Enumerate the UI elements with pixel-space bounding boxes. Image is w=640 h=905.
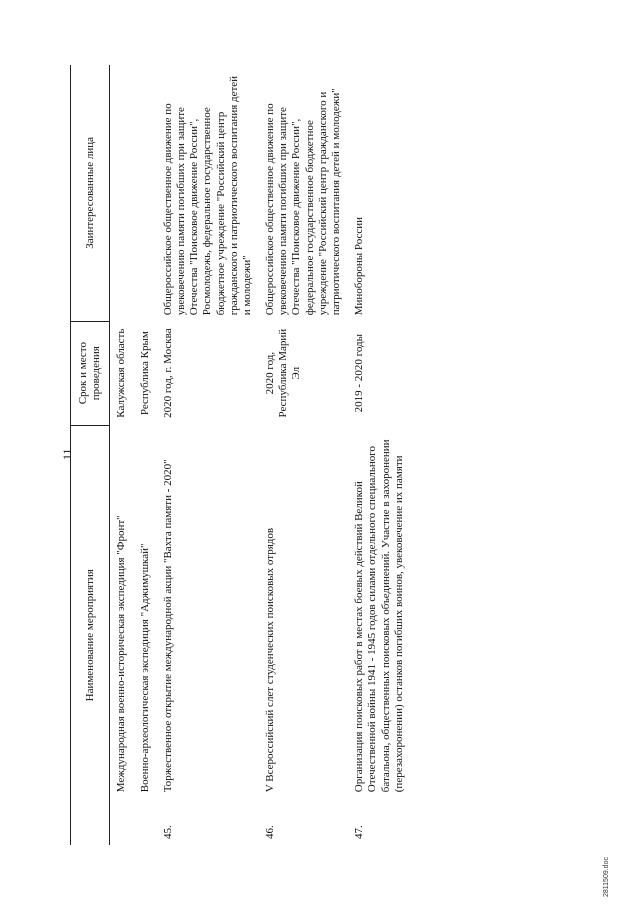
header-interested-parties: Заинтересованные лица <box>71 65 110 321</box>
page-number: 11 <box>60 448 74 460</box>
event-term-place: 2019 - 2020 годы <box>353 334 366 413</box>
event-parties: Минобороны России <box>353 216 366 316</box>
table-row <box>348 65 411 845</box>
row-number: 46. <box>264 825 277 839</box>
table-row <box>157 65 259 845</box>
header-event-name: Наименование мероприятия <box>71 425 110 845</box>
row-number: 45. <box>161 825 174 839</box>
table-row <box>134 65 157 845</box>
table-row <box>110 65 134 845</box>
event-name: Организация поисковых работ в местах боевых действий Великой Отечественной войны 1941 - 1945 годов силами отдельного специального батальона, общественных поисковых объединений. Участие в захоронении (перезахоронении) останков погибших воинов, увековечение их памяти <box>353 439 405 793</box>
event-parties <box>110 65 134 321</box>
event-parties: Общероссийское общественное движение по увековечению памяти погибших при защите Отечества "Поисковое движение России", федеральное государственное бюджетное учреждение "Российский центр гражданского и патриотического воспитания детей и молодежи" <box>264 88 342 316</box>
event-parties <box>134 65 157 321</box>
event-term-place: 2020 год, Республика Марий Эл <box>264 328 303 418</box>
header-term-place: Срок и место проведения <box>71 321 110 425</box>
events-table <box>70 65 411 845</box>
event-name: Международная военно-историческая экспедиция "Фронт" <box>115 515 128 793</box>
event-term-place: 2020 год, г. Москва <box>161 328 174 418</box>
event-parties: Общероссийское общественное движение по увековечению памяти погибших при защите Отечества "Поисковое движение России", Росмолодежь, федеральное государственное бюджетное учреждение "Российский центр гражданского и патриотического воспитания детей и молодежи" <box>161 75 253 316</box>
row-number <box>110 798 134 845</box>
row-number <box>134 798 157 845</box>
table-row <box>259 65 348 845</box>
row-number: 47. <box>353 825 366 839</box>
event-name: V Всероссийский слет студенческих поисковых отрядов <box>264 527 277 793</box>
event-name: Торжественное открытие международной акции "Вахта памяти - 2020" <box>161 459 174 793</box>
event-term-place: Республика Крым <box>138 331 151 416</box>
document-code: 2811509.doc <box>603 857 610 897</box>
table-header-row <box>71 65 110 845</box>
event-name: Военно-археологическая экспедиция "Аджимушкай" <box>138 543 151 793</box>
event-term-place: Калужская область <box>115 328 128 418</box>
